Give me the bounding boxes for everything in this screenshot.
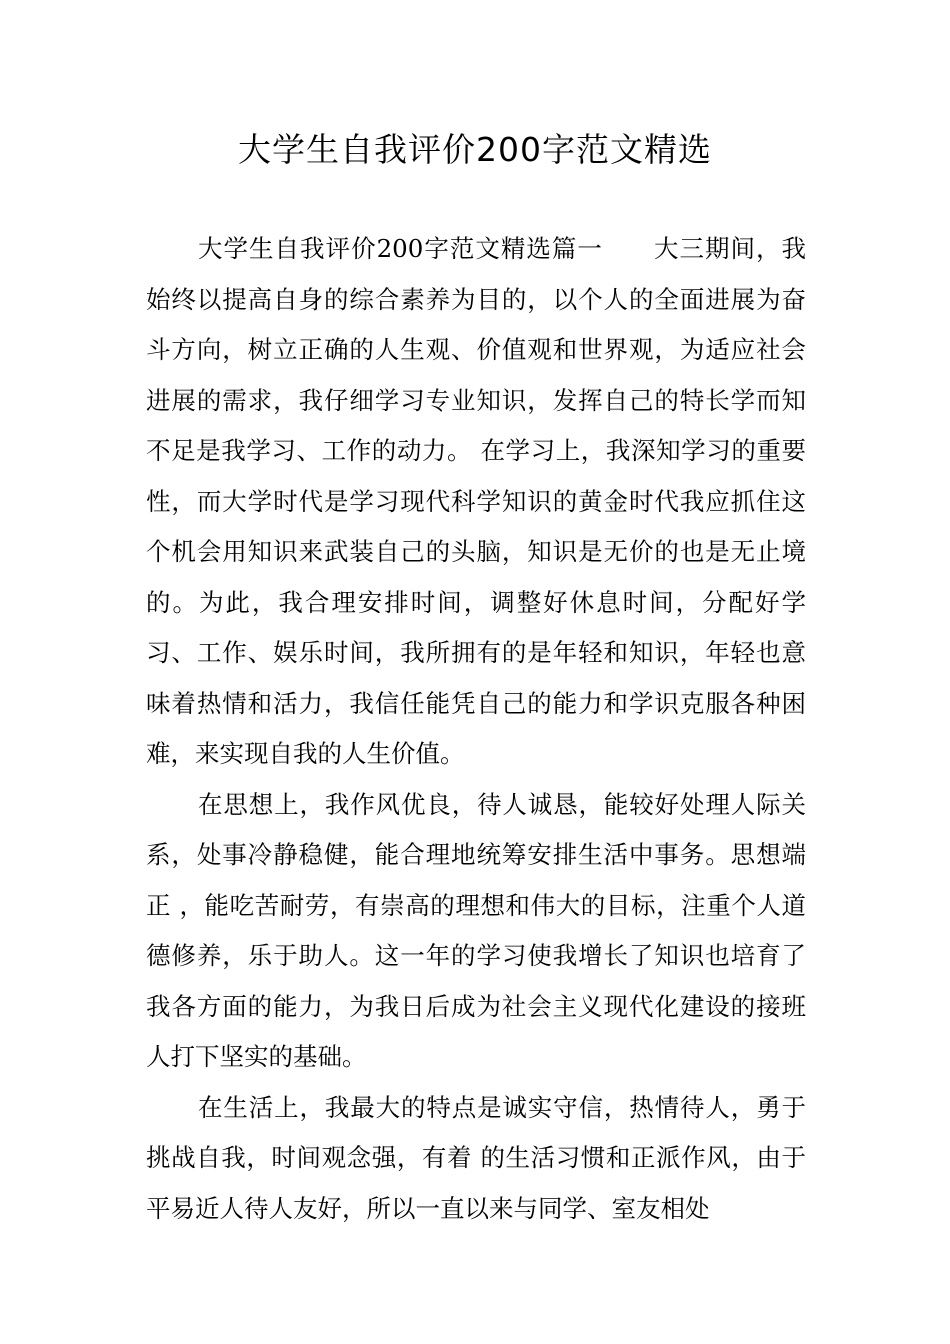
paragraph-3: 在生活上，我最大的特点是诚实守信，热情待人，勇于挑战自我，时间观念强，有着 的生活习惯和正派作风，由于平易近人待人友好，所以一直以来与同学、室友相处 (146, 1092, 806, 1223)
paragraph-1: 大学生自我评价200字范文精选篇一 大三期间，我始终以提高自身的综合素养为目的，以个人的全面进展为奋斗方向，树立正确的人生观、价值观和世界观，为适应社会进展的需求，我仔细学习专业知识，发挥自己的特长学而知不足是我学习、工作的动力。 在学习上，我深知学习的重要性，而大学时代是学习现代科学知识的黄金时代我应抓住这个机会用知识来武装自己的头脑，知识是无价的也是无止境的。为此，我合理安排时间，调整好休息时间，分配好学习、工作、娱乐时间，我所拥有的是年轻和知识，年轻也意味着热情和活力，我信任能凭自己的能力和学识克服各种困难，来实现自我的人生价值。 (146, 234, 806, 768)
paragraph-2: 在思想上，我作风优良，待人诚恳，能较好处理人际关系，处事冷静稳健，能合理地统筹安排生活中事务。思想端正 ，能吃苦耐劳，有崇高的理想和伟大的目标，注重个人道德修养，乐于助人。这一年的学习使我增长了知识也培育了我各方面的能力，为我日后成为社会主义现代化建设的接班人打下坚实的基础。 (146, 789, 806, 1071)
document-body (146, 224, 806, 1234)
document-title: 大学生自我评价200字范文精选 (238, 130, 712, 169)
